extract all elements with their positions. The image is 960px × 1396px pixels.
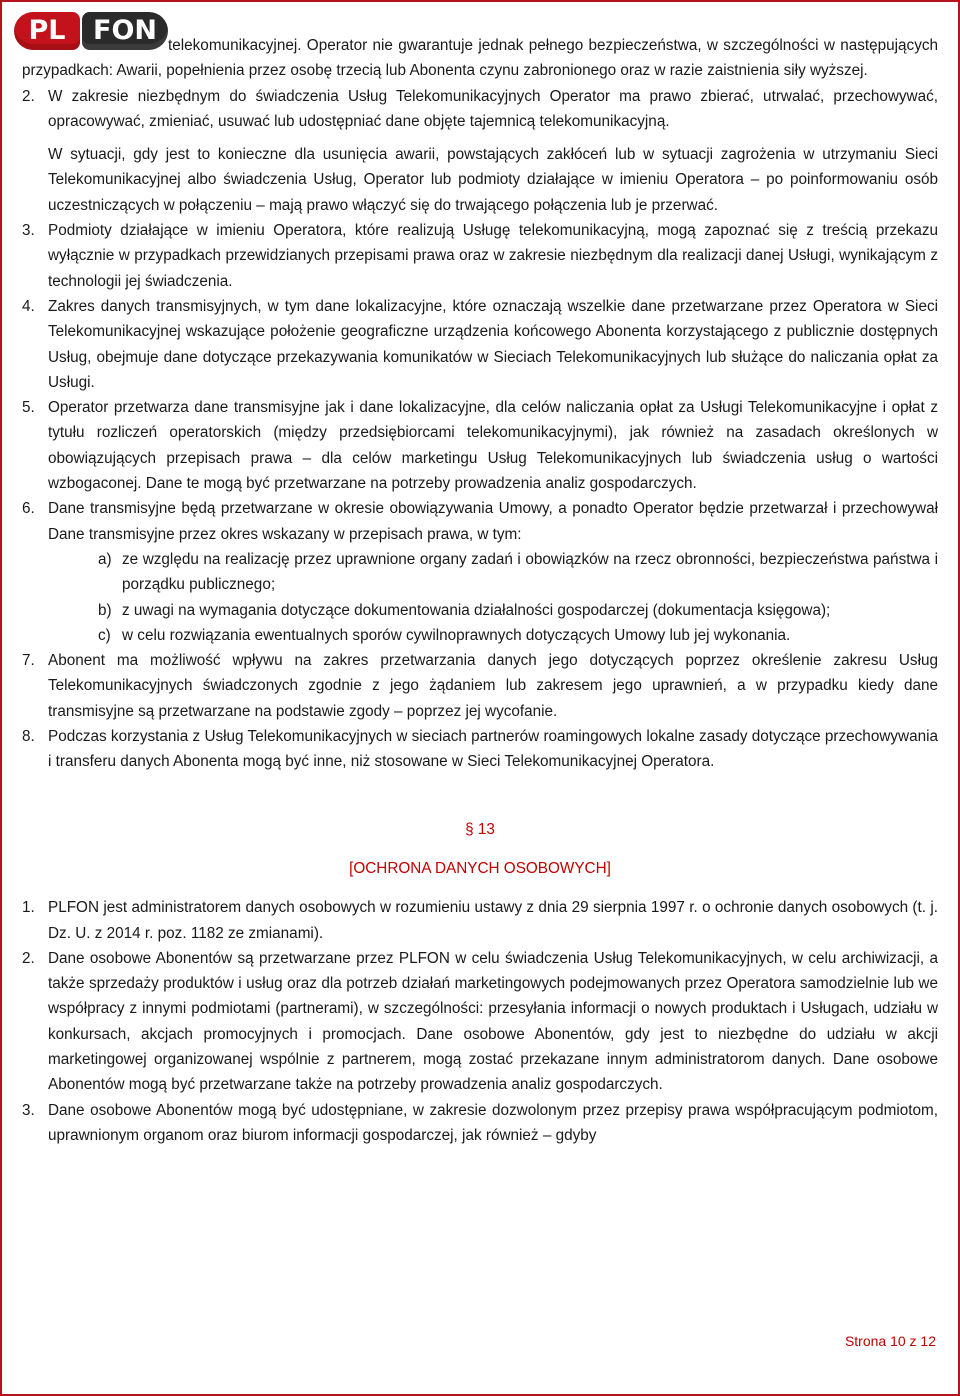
sub-item-text: z uwagi na wymagania dotyczące dokumentowania działalności gospodarczej (dokumentacja księgowa); [122,601,831,619]
section-item-3 [22,1098,938,1149]
item-text: Podmioty działające w imieniu Operatora, które realizują Usługę telekomunikacyjną, mogą zapoznać się z treścią przekazu wyłącznie w przypadkach przewidzianych przepisami prawa oraz w zakresie niezbędnym dla realizacji danej Usługi, wynikającym z technologii jej świadczenia. [48,222,938,290]
item-number: 3. [22,1101,35,1119]
item-number: 4. [22,297,35,315]
item-number: 3. [22,222,35,240]
document-body [22,33,938,1148]
sub-item-a [98,547,938,598]
item-number: 7. [22,652,35,670]
item-text: Podczas korzystania z Usług Telekomunikacyjnych w sieciach partnerów roamingowych lokalne zasady dotyczące przechowywania i transferu danych Abonenta mogą być inne, niż stosowane w Sieci Telekomunikacyjnej Operatora. [48,728,938,771]
item-number: 8. [22,728,35,746]
item-number: 2. [22,87,35,105]
list-item-6 [22,496,938,547]
sub-item-letter: c) [98,626,111,644]
section-item-1 [22,895,938,946]
sub-item-c [98,623,938,648]
item-text: Dane transmisyjne będą przetwarzane w okresie obowiązywania Umowy, a ponadto Operator będzie przetwarzał i przechowywał Dane transmisyjne przez okres wskazany w przepisach prawa, w tym: [48,500,938,543]
sub-item-b [98,598,938,623]
item-text: Operator przetwarza dane transmisyjne jak i dane lokalizacyjne, dla celów naliczania opłat za Usługi Telekomunikacyjne i opłat z tytułu rozliczeń operatorskich (między przedsiębiorcami telekomunikacyjnymi), jak również na zasadach określonych w obowiązujących przepisach prawa – dla celów marketingu Usług Telekomunikacyjnych lub świadczenia usług o wartości wzbogaconej. Dane te mogą być przetwarzane na potrzeby prowadzenia analiz gospodarczych. [48,399,938,493]
section-title: [OCHRONA DANYCH OSOBOWYCH] [349,859,611,877]
sub-item-letter: b) [98,601,112,619]
list-item-8 [22,724,938,775]
sub-item-text: ze względu na realizację przez uprawnione organy zadań i obowiązków na rzecz obronności, bezpieczeństwa państwa i porządku publicznego; [122,550,938,594]
list-item-2 [22,84,938,135]
item-number: 2. [22,949,35,967]
page-number: Strona 10 z 12 [844,1333,936,1349]
list-item-3 [22,218,938,294]
item-text: Dane osobowe Abonentów mogą być udostępniane, w zakresie dozwolonym przez przepisy prawa współpracującym podmiotom, uprawnionym organom oraz biurom informacji gospodarczej, jak również – gdyby [48,1101,938,1144]
item-text: Zakres danych transmisyjnych, w tym dane lokalizacyjne, które oznaczają wszelkie dane przetwarzane przez Operatora w Sieci Telekomunikacyjnej wskazujące położenie geograficzne urządzenia końcowego Abonenta korzystającego z publicznie dostępnych Usług, obejmuje dane dotyczące przekazywania komunikatów w Sieciach Telekomunikacyjnych lub służące do naliczania opłat za Usługi. [48,297,938,391]
sub-item-text: w celu rozwiązania ewentualnych sporów cywilnoprawnych dotyczących Umowy lub jej wykonania. [122,626,791,644]
list-item-7 [22,648,938,724]
item-text: Dane osobowe Abonentów są przetwarzane przez PLFON w celu świadczenia Usług Telekomunikacyjnych, w celu archiwizacji, a także sprzedaży produktów i usług oraz dla potrzeb działań marketingowych podejmowanych przez Operatora samodzielnie lub we współpracy z innymi podmiotami (partnerami), w szczególności: przesyłania informacji o nowych produktach i Usługach, udziału w konkursach, akcjach promocyjnych i promocjach. Dane osobowe Abonentów, gdy jest to niezbędne do udziału w akcji marketingowej organizowanej wspólnie z partnerem, mogą zostać przekazane innym administratorom danych. Dane osobowe Abonentów mogą być przetwarzane także na potrzeby prowadzenia analiz gospodarczych. [48,949,938,1094]
item-text: PLFON jest administratorem danych osobowych w rozumieniu ustawy z dnia 29 sierpnia 1997 r. o ochronie danych osobowych (t. j. Dz. U. z 2014 r. poz. 1182 ze zmianami). [48,899,938,942]
item-number: 5. [22,399,35,417]
section-number: § 13 [465,820,495,838]
section-item-2 [22,946,938,1098]
paragraph-intro: telekomunikacyjnej. Operator nie gwarantuje jednak pełnego bezpieczeństwa, w szczególności w następujących przypadkach: Awarii, popełnienia przez osobę trzecią lub Abonenta czynu zabronionego oraz w razie zaistnienia siły wyższej. [22,37,938,80]
item-text: W zakresie niezbędnym do świadczenia Usług Telekomunikacyjnych Operator ma prawo zbierać, utrwalać, przechowywać, opracowywać, zmieniać, usuwać lub udostępniać dane objęte tajemnicą telekomunikacyjną. [48,87,938,130]
item-number: 6. [22,500,35,518]
item-text: Abonent ma możliwość wpływu na zakres przetwarzania danych jego dotyczących poprzez określenie zakresu Usług Telekomunikacyjnych świadczonych zgodnie z jego żądaniem lub zakresem jego uprawnień, a w przypadku kiedy dane transmisyjne są przetwarzane na podstawie zgody – poprzez jej wycofanie. [48,652,938,720]
sub-item-letter: a) [98,550,112,568]
list-item-5 [22,395,938,496]
logo-fon-part: FON [82,12,168,50]
list-item-4 [22,294,938,395]
logo-pl-part: PL [14,12,80,50]
paragraph-2b: W sytuacji, gdy jest to konieczne dla usunięcia awarii, powstających zakłóceń lub w sytuacji zagrożenia w utrzymaniu Sieci Telekomunikacyjnej albo świadczenia Usług, Operator lub podmioty działające w imieniu Operatora – po poinformowaniu osób uczestniczących w połączeniu – mają prawo włączyć się do trwającego połączenia lub je przerwać. [48,146,938,214]
item-number: 1. [22,899,35,917]
